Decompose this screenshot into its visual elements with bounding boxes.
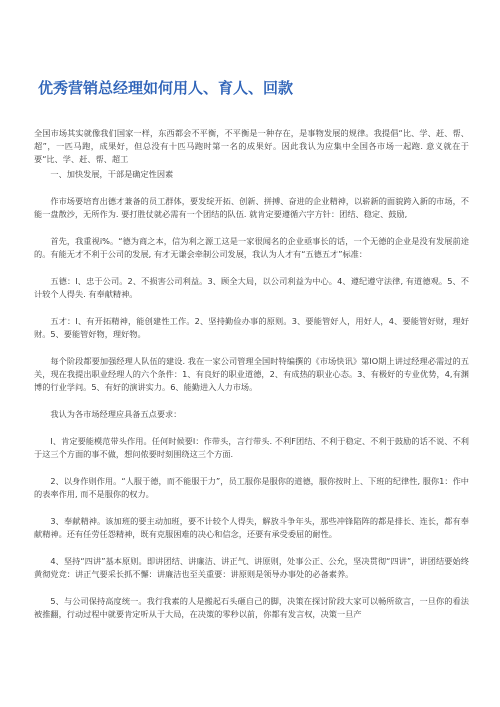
paragraph-virtue: 首先，我重视i%。“德为商之本，信为利之源工这是一家很闻名的企业亟事长的话，一个无德的企业是没有发展前途的。有能无才不利于公司的发展, 有才无谦会牵制公司发展，我认为人才有“五德五才”标准： (34, 236, 469, 259)
document-body (34, 127, 469, 621)
paragraph-requirement-4: 4、坚持“四讲”基本原则。即讲团结、讲廉洁、讲正气、讲原则，处事公正、公允，坚决贯彻“四讲”，讲团结要始终黄彻党竞：讲正气要采长抓不懈：讲廉洁也至关重要：讲原则是领导办事处的必备素养。 (34, 556, 469, 579)
paragraph-requirement-1: I、肯定要能模范带头作用。任何时候要I：作带头，言行带头. 不利F团结、不利于稳定、不利于鼓励的话不说、不利于这三个方面的事不做，想问侬要时刻围绕这三个方面. (34, 436, 469, 459)
paragraph-intro: 全国市场其实就像我们国家一样，东西都会不平衡，不平衡是一种存在，是事物发展的规律。我提倡“比、学、赶、帮、超”，一匹马跑，成果好，但总没有十匹马跑时第一名的成果好。因此我认为应集中全国各市场一起跑. 意义就在于要“比、学、赶、帮、超工 (34, 128, 469, 164)
paragraph-requirement-3: 3、奉献精神。该加班的要主动加班，要不计较个人得失，解放斗争年头，那些冲锋陷阵的都是排长、连长，都有奉献精神。还有任劳任怨精神，既有克服困难的决心和信念，还要有承受委屈的耐性。 (34, 516, 469, 539)
document-title: 优秀营销总经理如何用人、育人、回款 (38, 79, 294, 97)
paragraph-team: 作市场要培育出德才兼备的员工群体，要发绽开拓、创新、拼搏、奋进的企业精神，以崭新的面貌跨入新的市场，不能一盘散沙，无所作为. 要打胜仗就必需有一个团结的队伍. 就肯定要遵循六字方针：团结、稳定、鼓励, (34, 196, 469, 219)
paragraph-requirement-5: 5、与公司保持高度统一。我行我素的人是搬起石头砸自己的脚，决策在探讨阶段大家可以畅所欲言，一旦你的看法被推翻，行动过程中就要肯定听从于大局，在决策的零秒以前，你都有发言权，决策一旦产 (34, 596, 469, 619)
paragraph-five-virtues: 五德：I、忠于公司。2、不损害公司利益。3、顾全大局，以公司利益为中心。4、遵纪遵守法律, 有道德观。5、不计较个人得失. 有奉献精神。 (34, 276, 469, 299)
section-heading: 一、加快发展，干部是确定性因素 (50, 169, 174, 179)
paragraph-requirements-intro: 我认为各市场经理应具备五点要求： (50, 409, 182, 419)
paragraph-five-talents: 五才：I、有开拓精神，能创建性工作。2、坚持勤俭办事的原则。3、要能管好人，用好人，4、要能管好财，理好财。5、要能管好物，理好物。 (34, 316, 469, 339)
paragraph-requirement-2: 2、以身作则作用。“人服于德，而不能服于力”，员工服你是服你的道德，服你按时上、下班的纪律性, 服你1：作中的表率作用, 而不是服你的权力。 (34, 476, 469, 499)
paragraph-manager-conditions: 每个阶段都要加强经理人队伍的建设. 我在一家公司管理全国时特编撰的《市场快讯》第IO期上讲过经理必需过的五关，现在我提出职业经理人的六个条件：1、有良好的职业道德，2、有成热的职业心态。3、有极好的专业优势，4,有渊博的行业学问。5、有好的演讲实力。6、能勤进入人力市场。 (34, 356, 469, 392)
